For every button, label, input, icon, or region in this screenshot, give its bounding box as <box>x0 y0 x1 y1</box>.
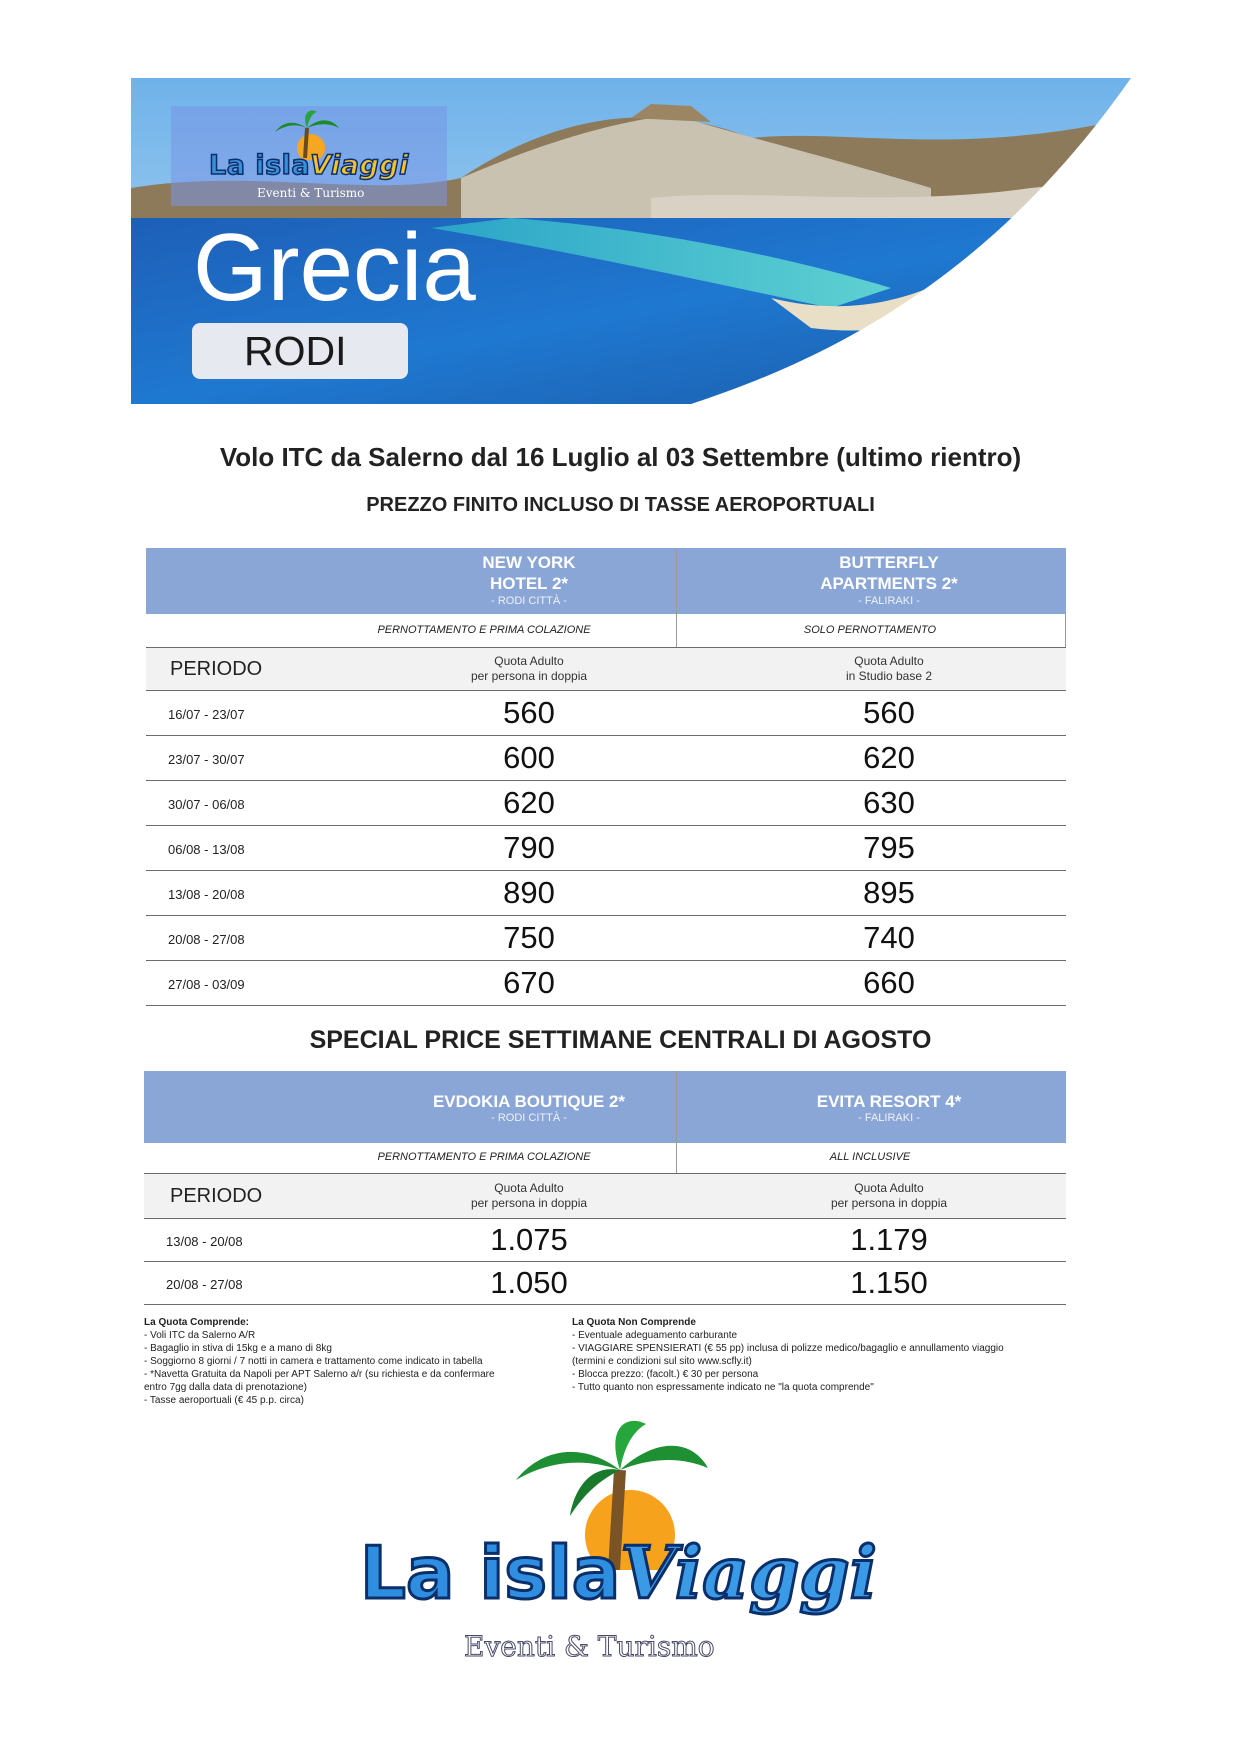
footer-logo-subtitle: Eventi & Turismo <box>464 1630 715 1663</box>
table-row <box>144 1262 1066 1305</box>
row-period: 20/08 - 27/08 <box>166 1277 243 1292</box>
row-price-hotel2: 1.150 <box>850 1265 928 1300</box>
table-row <box>146 871 1066 916</box>
table2-hotel2-board: ALL INCLUSIVE <box>829 1151 911 1163</box>
table1-right-border <box>1065 614 1066 648</box>
list-item: (termini e condizioni sul sito www.scfly.it) <box>572 1356 752 1367</box>
table1-hotel2-board: SOLO PERNOTTAMENTO <box>803 624 937 636</box>
list-item: - Soggiorno 8 giorni / 7 notti in camera e trattamento come indicato in tabella <box>144 1356 483 1367</box>
table1-hotel1-quota: Quota Adulto per persona in doppia <box>470 654 588 683</box>
table2-column-head <box>144 1174 1066 1218</box>
table1-hotel1-board: PERNOTTAMENTO E PRIMA COLAZIONE <box>377 624 591 636</box>
table1-column-head <box>146 648 1066 690</box>
row-price-hotel1: 790 <box>503 830 555 865</box>
row-price-hotel1: 620 <box>503 785 555 820</box>
row-period: 13/08 - 20/08 <box>168 887 245 902</box>
list-item: - *Navetta Gratuita da Napoli per APT Salerno a/r (su richiesta e da confermare <box>144 1369 495 1380</box>
footer-logo <box>360 1420 880 1710</box>
table1-column-divider <box>676 548 677 648</box>
hero-subtitle-pill <box>192 323 408 379</box>
table-row <box>146 916 1066 961</box>
table2-hotel1-quota: Quota Adulto per persona in doppia <box>470 1181 588 1210</box>
list-item: entro 7gg dalla data di prenotazione) <box>144 1382 307 1393</box>
table2-hotel2-quota: Quota Adulto per persona in doppia <box>830 1181 948 1210</box>
row-period: 23/07 - 30/07 <box>168 752 245 767</box>
table1-header <box>146 548 1066 614</box>
includes-notes <box>144 1316 574 1407</box>
table-row <box>146 736 1066 781</box>
table1-hotel2-quota: Quota Adulto in Studio base 2 <box>845 654 933 683</box>
table-row <box>146 826 1066 871</box>
table-row <box>146 691 1066 736</box>
hero-subtitle: RODI <box>244 328 347 374</box>
row-period: 13/08 - 20/08 <box>166 1234 243 1249</box>
row-price-hotel1: 600 <box>503 740 555 775</box>
table1-hotel2-name: BUTTERFLY APARTMENTS 2* - FALIRAKI - <box>820 553 958 607</box>
hero-title: Grecia <box>193 214 476 321</box>
row-price-hotel2: 660 <box>863 965 915 1000</box>
table2-header <box>144 1071 1066 1143</box>
footer-logo-brand: La islaViaggi <box>360 1530 877 1615</box>
hero-logo <box>171 106 447 206</box>
hero-logo-subtitle: Eventi & Turismo <box>257 186 365 200</box>
row-period: 27/08 - 03/09 <box>168 977 245 992</box>
row-price-hotel1: 670 <box>503 965 555 1000</box>
row-price-hotel1: 560 <box>503 695 555 730</box>
list-item: - Blocca prezzo: (facolt.) € 30 per persona <box>572 1369 759 1380</box>
row-period: 30/07 - 06/08 <box>168 797 245 812</box>
price-note: PREZZO FINITO INCLUSO DI TASSE AEROPORTUALI <box>366 494 875 516</box>
row-price-hotel2: 795 <box>863 830 915 865</box>
row-price-hotel1: 1.050 <box>490 1265 568 1300</box>
list-item: - Tutto quanto non espressamente indicato ne "la quota comprende" <box>572 1382 874 1393</box>
list-item: - Bagaglio in stiva di 15kg e a mano di 8kg <box>144 1343 332 1354</box>
table2-period-label: PERIODO <box>170 1185 263 1207</box>
list-item: - Eventuale adeguamento carburante <box>572 1330 738 1341</box>
row-price-hotel1: 750 <box>503 920 555 955</box>
table2-hotel1-name: EVDOKIA BOUTIQUE 2* - RODI CITTÀ - <box>432 1092 626 1125</box>
list-item: - Tasse aeroportuali (€ 45 p.p. circa) <box>144 1395 304 1406</box>
table2-hotel1-board: PERNOTTAMENTO E PRIMA COLAZIONE <box>377 1151 591 1163</box>
row-price-hotel2: 895 <box>863 875 915 910</box>
table1-period-label: PERIODO <box>170 658 263 680</box>
row-price-hotel2: 740 <box>863 920 915 955</box>
table-row <box>144 1219 1066 1262</box>
flight-heading: Volo ITC da Salerno dal 16 Luglio al 03 Settembre (ultimo rientro) <box>219 442 1022 472</box>
table2-hotel2-name: EVITA RESORT 4* - FALIRAKI - <box>816 1092 962 1125</box>
row-period: 20/08 - 27/08 <box>168 932 245 947</box>
row-price-hotel1: 1.075 <box>490 1222 568 1257</box>
table-row <box>146 781 1066 826</box>
includes-title: La Quota Comprende: <box>144 1317 250 1328</box>
list-item: - Voli ITC da Salerno A/R <box>144 1330 256 1341</box>
excludes-title: La Quota Non Comprende <box>572 1317 696 1328</box>
row-price-hotel2: 560 <box>863 695 915 730</box>
excludes-notes <box>572 1316 1092 1394</box>
list-item: - VIAGGIARE SPENSIERATI (€ 55 pp) inclusa di polizze medico/bagaglio e annullamento viaggio <box>572 1343 1004 1354</box>
row-period: 16/07 - 23/07 <box>168 707 245 722</box>
row-price-hotel2: 630 <box>863 785 915 820</box>
row-period: 06/08 - 13/08 <box>168 842 245 857</box>
table-row <box>146 961 1066 1006</box>
hero-logo-brand: La islaViaggi <box>209 150 409 181</box>
row-price-hotel2: 620 <box>863 740 915 775</box>
table1-hotel1-name: NEW YORK HOTEL 2* - RODI CITTÀ - <box>482 553 576 607</box>
special-heading: SPECIAL PRICE SETTIMANE CENTRALI DI AGOSTO <box>309 1026 932 1054</box>
table2-column-divider <box>676 1071 677 1173</box>
row-price-hotel2: 1.179 <box>850 1222 928 1257</box>
row-price-hotel1: 890 <box>503 875 555 910</box>
